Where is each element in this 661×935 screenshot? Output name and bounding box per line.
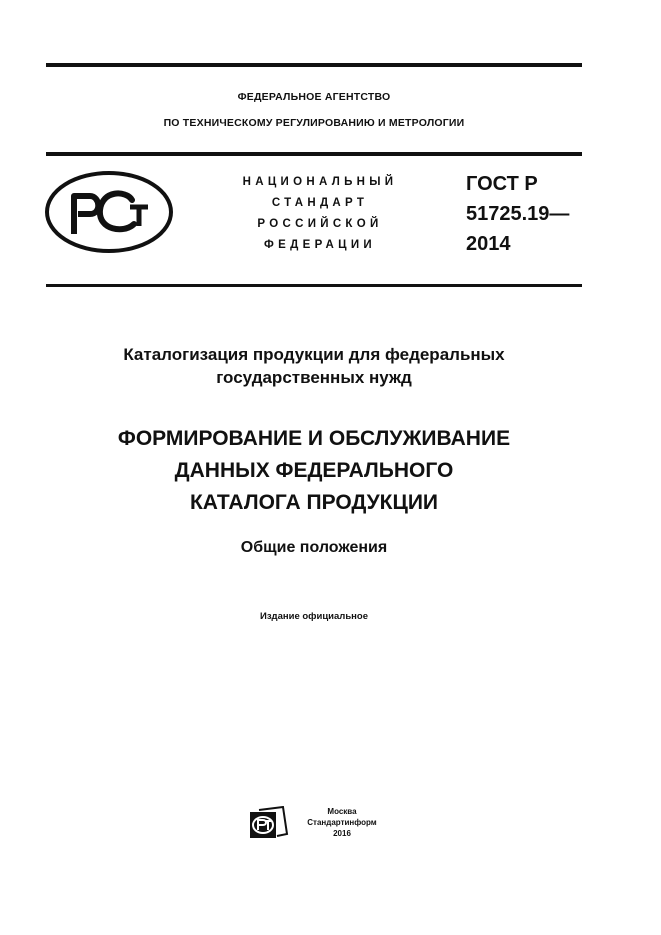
designation-line: ГОСТ Р — [466, 173, 538, 195]
publisher-name: Стандартинформ — [307, 818, 377, 827]
subtitle-line: государственных нужд — [216, 368, 412, 387]
middle-rule — [46, 152, 582, 156]
top-rule — [46, 63, 582, 67]
agency-line-1: ФЕДЕРАЛЬНОЕ АГЕНТСТВО — [237, 91, 391, 103]
title-line: КАТАЛОГА ПРОДУКЦИИ — [189, 491, 439, 514]
national-standard-line: СТАНДАРТ — [271, 197, 369, 209]
national-standard-line: НАЦИОНАЛЬНЫЙ — [242, 176, 398, 188]
designation-line: 51725.19— — [466, 203, 570, 225]
edition-note: Издание официальное — [260, 611, 368, 622]
national-standard-heading — [225, 172, 415, 256]
standartinform-logo-icon — [249, 806, 289, 840]
publisher-city: Москва — [327, 807, 357, 816]
agency-line-2: ПО ТЕХНИЧЕСКОМУ РЕГУЛИРОВАНИЮ И МЕТРОЛОГИИ — [163, 117, 465, 129]
rst-gost-logo-icon — [44, 170, 174, 254]
national-standard-line: РОССИЙСКОЙ — [257, 218, 383, 230]
document-subtitle — [46, 343, 582, 389]
subtitle-line: Каталогизация продукции для федеральных — [123, 345, 505, 364]
section-heading: Общие положения — [240, 539, 388, 556]
publisher-year: 2016 — [333, 829, 351, 838]
document-title — [46, 423, 582, 519]
publisher-block — [297, 806, 387, 839]
national-standard-line: ФЕДЕРАЦИИ — [264, 239, 376, 251]
standard-designation — [466, 169, 569, 259]
bottom-rule — [46, 284, 582, 287]
title-line: ДАННЫХ ФЕДЕРАЛЬНОГО — [174, 459, 454, 482]
title-line: ФОРМИРОВАНИЕ И ОБСЛУЖИВАНИЕ — [117, 427, 511, 450]
designation-line: 2014 — [466, 233, 511, 255]
